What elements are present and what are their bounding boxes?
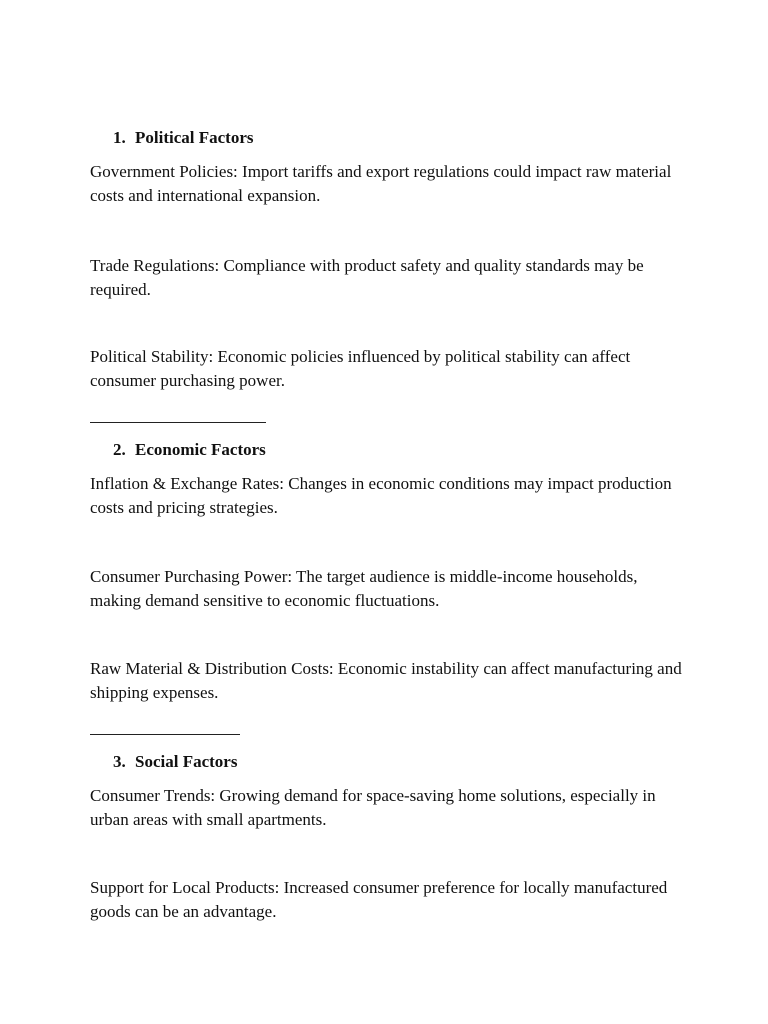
section-number: 2. [113,440,126,459]
section-heading-economic [113,440,266,460]
paragraph-local-products: Support for Local Products: Increased consumer preference for locally manufactured goods can be an advantage. [90,878,668,921]
section-title: Political Factors [135,128,254,147]
paragraph-trade-regulations: Trade Regulations: Compliance with product safety and quality standards may be required. [90,256,644,299]
paragraph-consumer-purchasing-power: Consumer Purchasing Power: The target audience is middle-income households, making demand sensitive to economic fluctuations. [90,567,638,610]
paragraph-government-policies: Government Policies: Import tariffs and export regulations could impact raw material costs and international expansion. [90,162,672,205]
section-number: 3. [113,752,126,771]
section-divider [90,734,240,735]
paragraph-inflation-exchange: Inflation & Exchange Rates: Changes in economic conditions may impact production costs and pricing strategies. [90,474,672,517]
paragraph-political-stability: Political Stability: Economic policies influenced by political stability can affect consumer purchasing power. [90,347,631,390]
paragraph-raw-material-costs: Raw Material & Distribution Costs: Economic instability can affect manufacturing and shipping expenses. [90,659,682,702]
section-title: Economic Factors [135,440,266,459]
section-heading-political [113,128,254,148]
section-title: Social Factors [135,752,238,771]
paragraph-consumer-trends: Consumer Trends: Growing demand for space-saving home solutions, especially in urban areas with small apartments. [90,786,656,829]
section-divider [90,422,266,423]
section-heading-social [113,752,237,772]
section-number: 1. [113,128,126,147]
